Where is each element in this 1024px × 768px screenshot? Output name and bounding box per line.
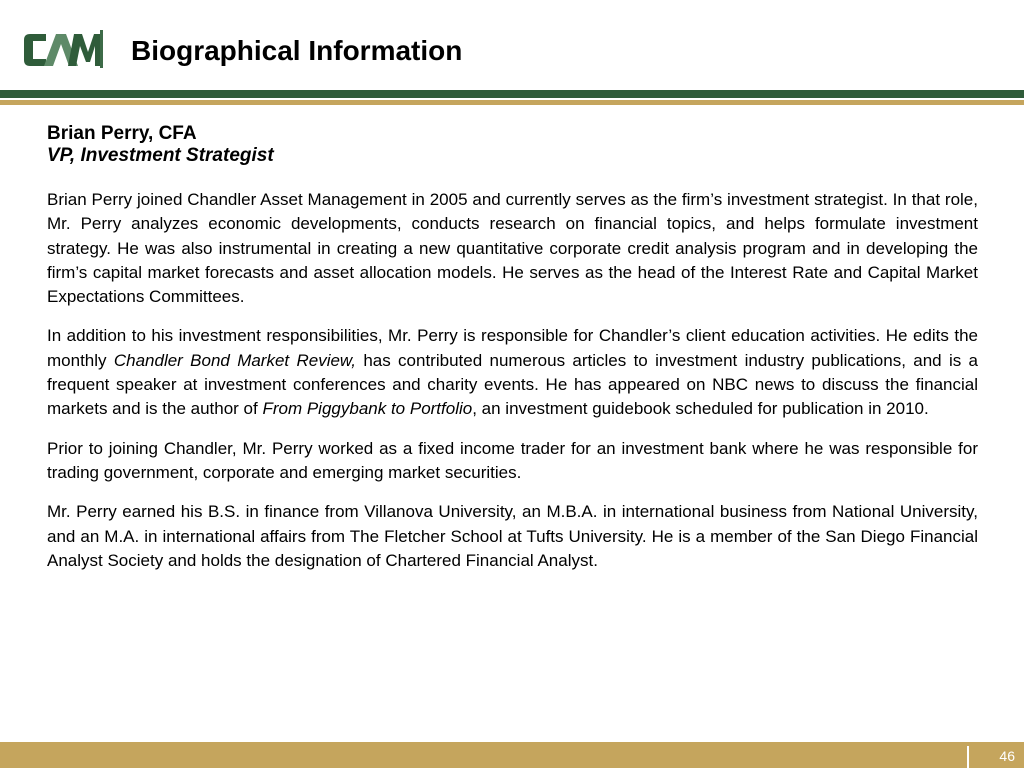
company-logo	[24, 30, 102, 70]
book-title: From Piggybank to Portfolio	[262, 399, 473, 419]
text-run: has contributed numerous articles to investment industry publications, and is a frequent speaker at investment conferences and charity events. He has appeared on NBC news to discuss the financial markets and is the author of	[47, 350, 978, 419]
footer-divider	[967, 746, 969, 768]
header-rule-tan	[0, 100, 1024, 105]
footer-bar	[0, 742, 1024, 768]
person-role: VP, Investment Strategist	[47, 145, 274, 166]
person-name: Brian Perry, CFA	[47, 123, 197, 144]
header-rule-green	[0, 90, 1024, 98]
text-run: , an investment guidebook scheduled for publication in 2010.	[472, 399, 929, 419]
bio-paragraph-4: Mr. Perry earned his B.S. in finance from Villanova University, an M.B.A. in international business from National University, and an M.A. in international affairs from The Fletcher School at Tufts University. He is a member of the San Diego Financial Analyst Society and holds the designation of Chartered Financial Analyst.	[47, 502, 978, 570]
page-title: Biographical Information	[131, 35, 463, 66]
bio-paragraph-2	[47, 324, 978, 421]
text-run: In addition to his investment responsibilities, Mr. Perry is responsible for Chandler’s client education activities. He edits the monthly	[47, 326, 978, 370]
publication-title: Chandler Bond Market Review,	[113, 350, 356, 370]
page-number: 46	[999, 748, 1015, 764]
bio-paragraph-3: Prior to joining Chandler, Mr. Perry worked as a fixed income trader for an investment bank where he was responsible for trading government, corporate and emerging market securities.	[47, 438, 978, 482]
bio-content	[47, 123, 978, 588]
logo-divider	[100, 30, 103, 68]
bio-paragraph-1: Brian Perry joined Chandler Asset Management in 2005 and currently serves as the firm’s investment strategist. In that role, Mr. Perry analyzes economic developments, conducts research on financial topics, and helps formulate investment strategy. He was also instrumental in creating a new quantitative corporate credit analysis program and in developing the firm’s capital market forecasts and asset allocation models. He serves as the head of the Interest Rate and Capital Market Expectations Committees.	[47, 190, 978, 307]
slide-header	[0, 0, 1024, 90]
